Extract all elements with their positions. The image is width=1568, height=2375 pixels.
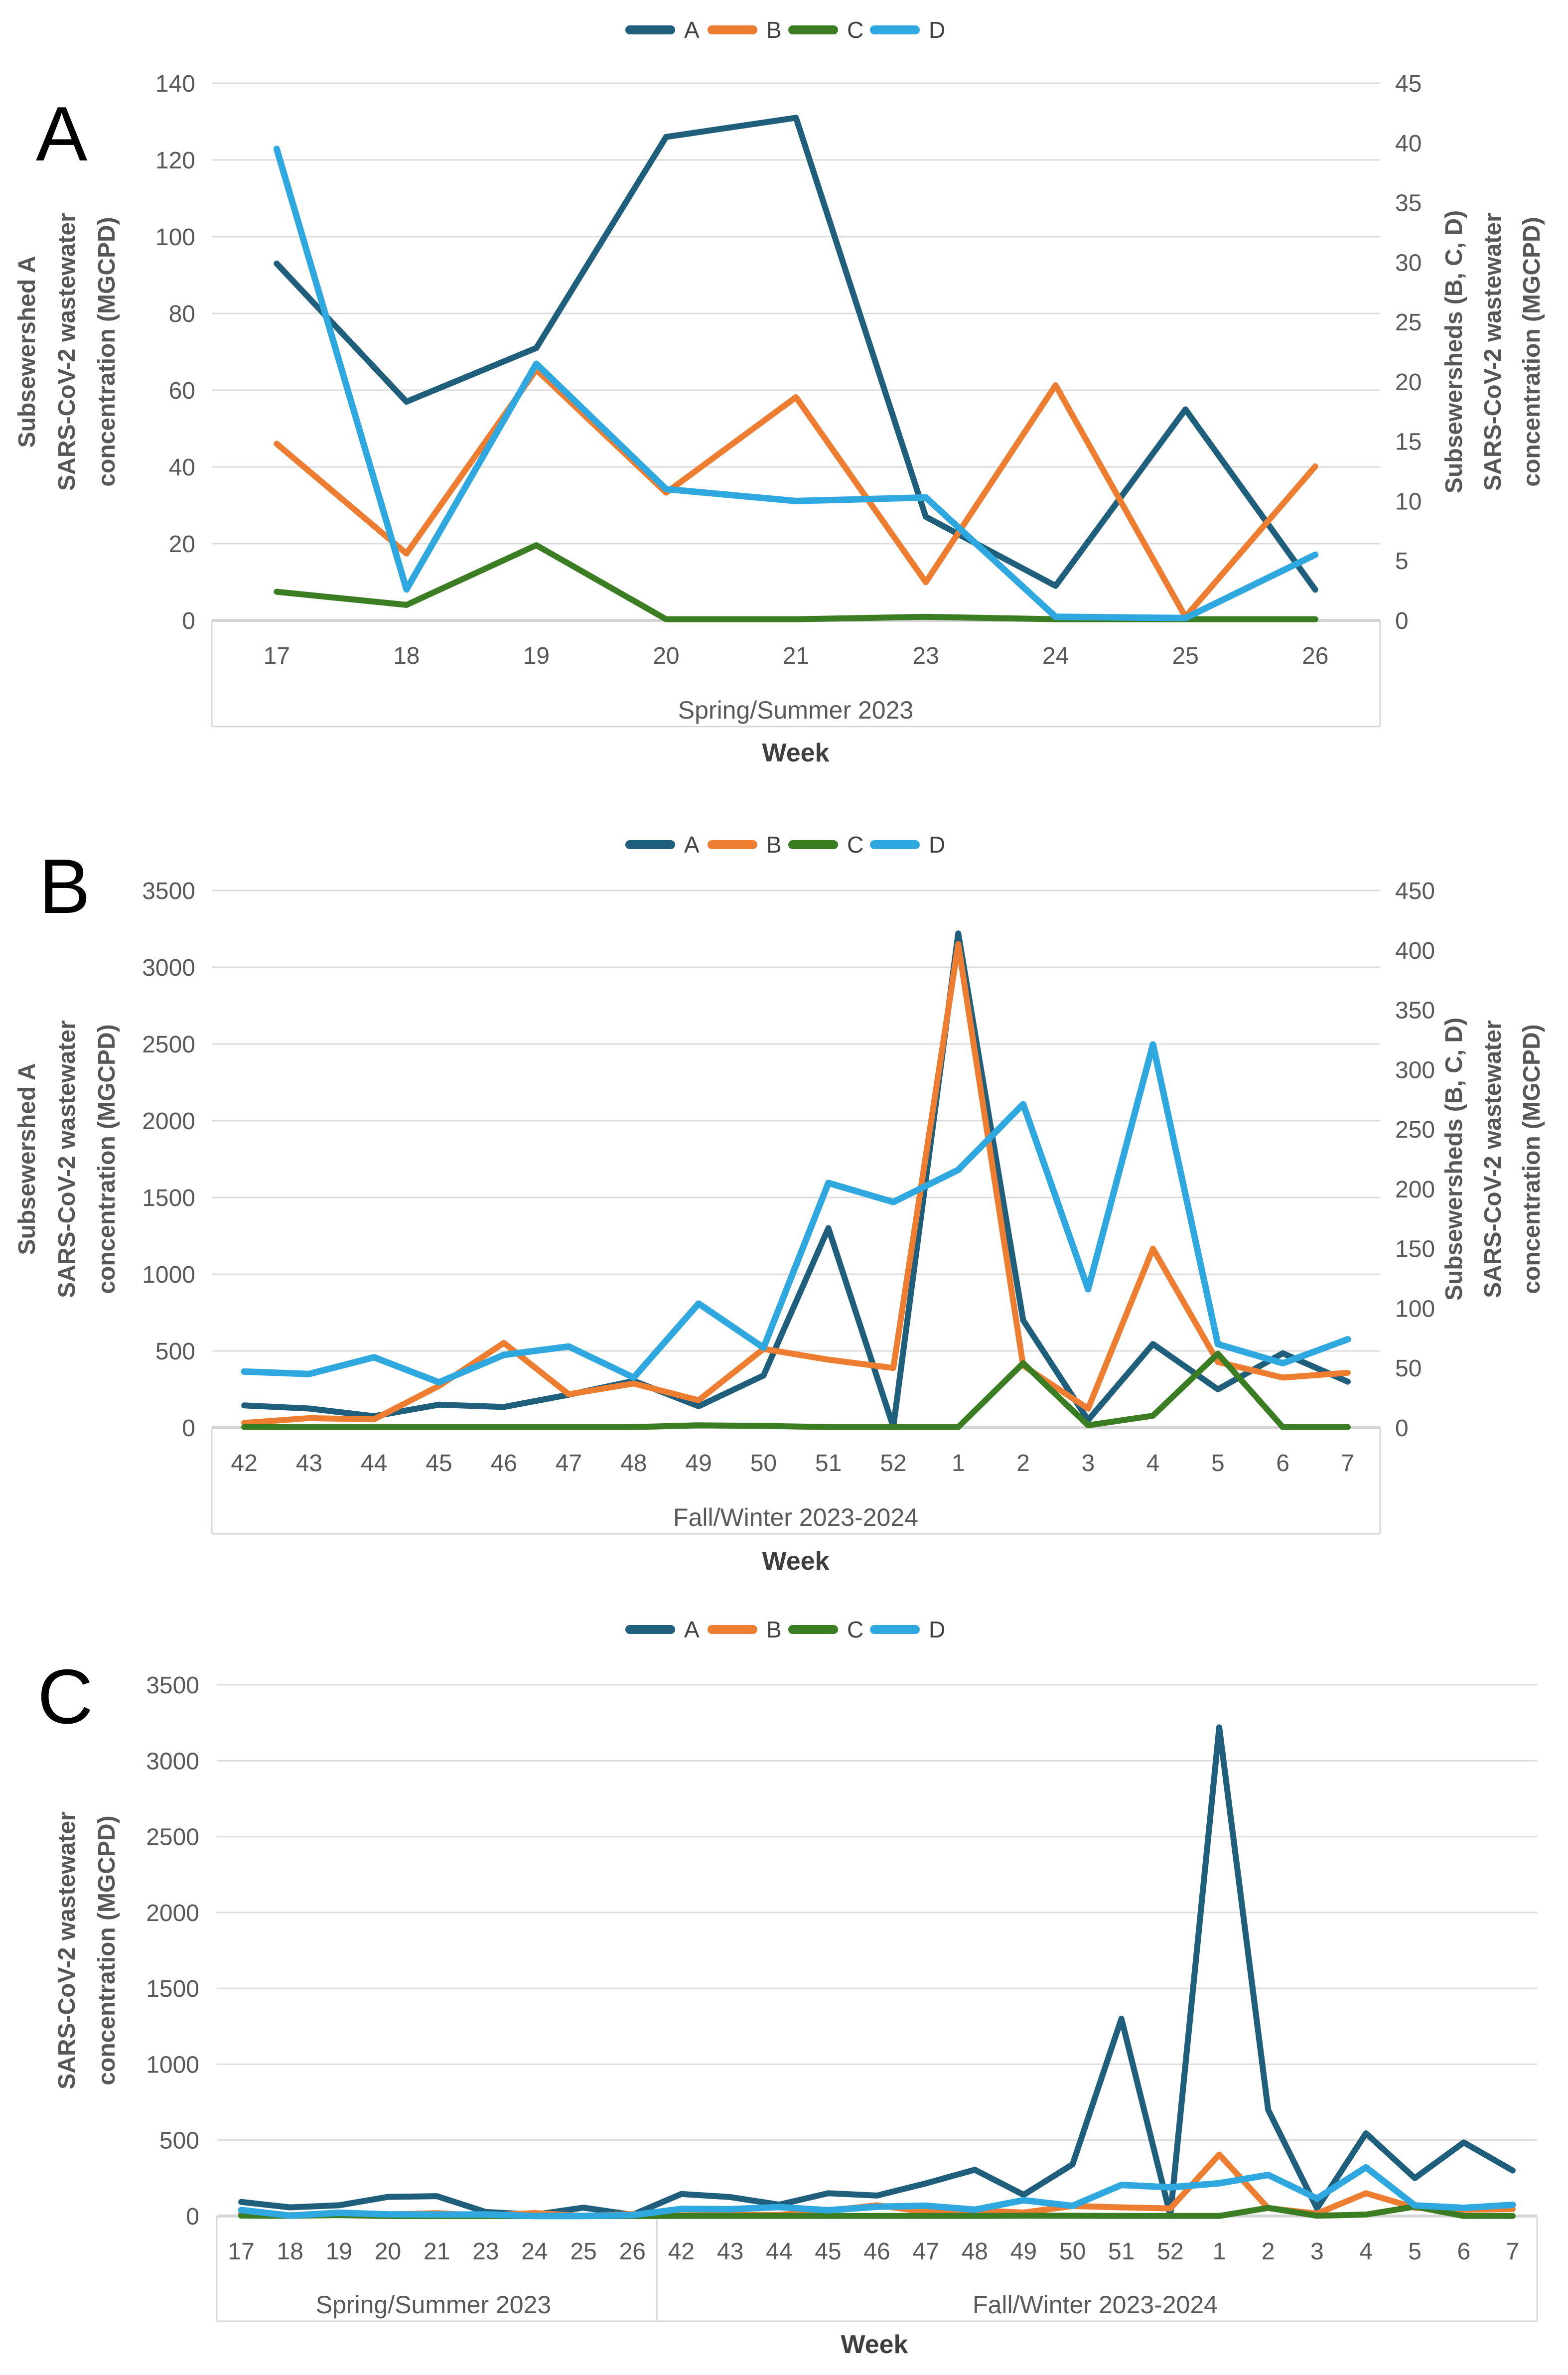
x-axis-tick-label: 2 — [1261, 2238, 1275, 2265]
left-axis-tick-label: 120 — [155, 148, 195, 174]
x-axis-tick-label: 6 — [1457, 2238, 1471, 2265]
legend-swatch-c — [788, 840, 838, 849]
left-axis-tick-label: 140 — [155, 71, 195, 97]
x-axis-tick-label: 42 — [668, 2238, 695, 2265]
panel-c-legend — [625, 1617, 945, 1642]
x-axis-tick-label: 21 — [782, 643, 810, 669]
axis-title-line: SARS-CoV-2 wastewater — [54, 213, 80, 491]
series-line-D — [277, 149, 1315, 618]
panel-b-plot — [142, 878, 1435, 1534]
x-axis-tick-label: 51 — [815, 1450, 842, 1477]
x-axis-tick-label: 48 — [620, 1450, 647, 1477]
legend-label-a: A — [684, 17, 700, 43]
series-line-B — [277, 370, 1315, 617]
right-axis-tick-label: 200 — [1395, 1176, 1435, 1203]
legend-label-d: D — [929, 1617, 946, 1642]
series-line-C — [277, 545, 1315, 619]
x-axis-tick-label: 52 — [1157, 2238, 1184, 2265]
right-axis-tick-label: 450 — [1395, 878, 1435, 904]
legend-swatch-c — [788, 1625, 838, 1634]
left-axis-tick-label: 3000 — [142, 955, 195, 981]
x-axis-tick-label: 4 — [1146, 1450, 1160, 1477]
legend-swatch-d — [870, 1625, 920, 1634]
right-axis-tick-label: 0 — [1395, 608, 1409, 634]
axis-title-line: concentration (MGCPD) — [1519, 217, 1545, 487]
x-axis-tick-label: 17 — [228, 2238, 255, 2265]
x-axis-tick-label: 21 — [424, 2238, 450, 2265]
axis-title-line: concentration (MGCPD) — [94, 1024, 120, 1294]
panel-c-group-label-spring: Spring/Summer 2023 — [315, 2291, 552, 2319]
x-axis-tick-label: 50 — [1059, 2238, 1086, 2265]
x-axis-tick-label: 51 — [1108, 2238, 1135, 2265]
legend-label-c: C — [847, 832, 864, 858]
panel-b-left-axis-title — [14, 1020, 120, 1298]
x-axis-tick-label: 46 — [863, 2238, 890, 2265]
legend-swatch-b — [708, 25, 757, 34]
axis-title-line: concentration (MGCPD) — [1519, 1024, 1545, 1294]
legend-label-c: C — [847, 1617, 864, 1642]
x-axis-tick-label: 5 — [1408, 2238, 1422, 2265]
x-axis-tick-label: 17 — [263, 643, 290, 669]
x-axis-tick-label: 52 — [880, 1450, 907, 1477]
panel-b-legend — [625, 832, 945, 858]
x-axis-tick-label: 26 — [1302, 643, 1329, 669]
x-axis-tick-label: 23 — [912, 643, 939, 669]
x-axis-tick-label: 5 — [1211, 1450, 1225, 1477]
panel-c-group-label-fall: Fall/Winter 2023-2024 — [973, 2291, 1218, 2319]
left-axis-tick-label: 3500 — [146, 1672, 199, 1699]
x-axis-tick-label: 3 — [1310, 2238, 1324, 2265]
panel-a-letter: A — [36, 91, 88, 177]
panel-c-left-axis-title — [54, 1811, 120, 2089]
left-axis-tick-label: 1000 — [146, 2052, 199, 2078]
right-axis-tick-label: 400 — [1395, 937, 1435, 964]
panel-a-x-axis-title: Week — [762, 739, 830, 767]
legend-label-d: D — [929, 17, 946, 43]
left-axis-tick-label: 0 — [182, 608, 195, 634]
panel-a-right-axis-title — [1441, 210, 1545, 493]
x-axis-tick-label: 25 — [1172, 643, 1199, 669]
axis-title-line: SARS-CoV-2 wastewater — [54, 1811, 80, 2089]
right-axis-tick-label: 250 — [1395, 1117, 1435, 1144]
x-axis-tick-label: 44 — [361, 1450, 388, 1477]
x-axis-tick-label: 1 — [951, 1450, 965, 1477]
legend-swatch-a — [625, 25, 675, 34]
x-axis-tick-label: 18 — [393, 643, 420, 669]
legend-label-a: A — [684, 1617, 700, 1642]
axis-title-line: SARS-CoV-2 wastewater — [1480, 213, 1506, 491]
right-axis-tick-label: 30 — [1395, 250, 1422, 277]
right-axis-tick-label: 35 — [1395, 190, 1422, 217]
x-axis-tick-label: 43 — [716, 2238, 744, 2265]
axis-title-line: Subsewersheds (B, C, D) — [1441, 1017, 1467, 1301]
left-axis-tick-label: 100 — [155, 224, 195, 251]
x-axis-tick-label: 47 — [912, 2238, 939, 2265]
x-axis-tick-label: 4 — [1359, 2238, 1373, 2265]
right-axis-tick-label: 100 — [1395, 1296, 1435, 1323]
right-axis-tick-label: 0 — [1395, 1415, 1409, 1442]
axis-title-line: SARS-CoV-2 wastewater — [54, 1020, 80, 1298]
panel-a-left-axis-title — [14, 213, 120, 491]
x-axis-tick-label: 48 — [961, 2238, 988, 2265]
axis-title-line: concentration (MGCPD) — [94, 217, 120, 487]
series-line-A — [241, 1727, 1513, 2215]
left-axis-tick-label: 1000 — [142, 1262, 195, 1288]
legend-label-c: C — [847, 17, 864, 43]
axis-title-line: SARS-CoV-2 wastewater — [1480, 1020, 1506, 1298]
x-axis-tick-label: 19 — [325, 2238, 353, 2265]
x-axis-tick-label: 3 — [1081, 1450, 1095, 1477]
panel-b-x-axis-title: Week — [762, 1547, 830, 1576]
axis-title-line: Subsewershed A — [14, 256, 40, 448]
left-axis-tick-label: 500 — [159, 2127, 199, 2154]
right-axis-tick-label: 40 — [1395, 130, 1422, 157]
left-axis-tick-label: 1500 — [142, 1185, 195, 1211]
panel-b-group-label: Fall/Winter 2023-2024 — [673, 1503, 918, 1531]
x-axis-tick-label: 49 — [1010, 2238, 1037, 2265]
legend-swatch-b — [708, 1625, 757, 1634]
right-axis-tick-label: 300 — [1395, 1057, 1435, 1084]
legend-swatch-d — [870, 25, 920, 34]
legend-swatch-c — [788, 25, 838, 34]
x-axis-tick-label: 50 — [750, 1450, 777, 1477]
right-axis-tick-label: 45 — [1395, 71, 1422, 97]
x-axis-tick-label: 20 — [653, 643, 680, 669]
x-axis-tick-label: 2 — [1016, 1450, 1030, 1477]
right-axis-tick-label: 15 — [1395, 429, 1422, 455]
panel-c-x-axis-title: Week — [841, 2330, 908, 2359]
axis-title-line: concentration (MGCPD) — [94, 1815, 120, 2085]
x-axis-tick-label: 24 — [1042, 643, 1069, 669]
right-axis-tick-label: 25 — [1395, 309, 1422, 336]
right-axis-tick-label: 20 — [1395, 369, 1422, 396]
legend-swatch-a — [625, 1625, 675, 1634]
legend-label-b: B — [766, 1617, 782, 1642]
x-axis-tick-label: 7 — [1506, 2238, 1520, 2265]
legend-label-d: D — [929, 832, 946, 858]
x-axis-tick-label: 44 — [766, 2238, 793, 2265]
x-axis-tick-label: 43 — [295, 1450, 323, 1477]
x-axis-tick-label: 18 — [277, 2238, 303, 2265]
series-line-D — [244, 1044, 1348, 1382]
left-axis-tick-label: 2500 — [142, 1032, 195, 1058]
left-axis-tick-label: 2000 — [142, 1108, 195, 1135]
x-axis-tick-label: 49 — [685, 1450, 712, 1477]
x-axis-tick-label: 45 — [815, 2238, 842, 2265]
x-axis-tick-label: 45 — [426, 1450, 452, 1477]
left-axis-tick-label: 3500 — [142, 878, 195, 904]
x-axis-tick-label: 42 — [231, 1450, 258, 1477]
left-axis-tick-label: 80 — [168, 301, 195, 327]
left-axis-tick-label: 1500 — [146, 1976, 199, 2003]
panel-c-letter: C — [37, 1653, 93, 1740]
legend-label-b: B — [766, 17, 782, 43]
panel-b-letter: B — [39, 843, 91, 929]
left-axis-tick-label: 60 — [168, 378, 195, 404]
legend-swatch-b — [708, 840, 757, 849]
left-axis-tick-label: 0 — [186, 2204, 199, 2230]
panel-b-right-axis-title — [1441, 1018, 1545, 1301]
x-axis-tick-label: 26 — [619, 2238, 646, 2265]
left-axis-tick-label: 2000 — [146, 1900, 199, 1927]
right-axis-tick-label: 350 — [1395, 997, 1435, 1024]
legend-label-b: B — [766, 832, 782, 858]
legend-swatch-a — [625, 840, 675, 849]
panel-a-plot — [155, 71, 1422, 727]
right-axis-tick-label: 150 — [1395, 1236, 1435, 1263]
right-axis-tick-label: 10 — [1395, 488, 1422, 515]
x-axis-tick-label: 47 — [555, 1450, 582, 1477]
legend-swatch-d — [870, 840, 920, 849]
right-axis-tick-label: 50 — [1395, 1355, 1422, 1382]
legend-label-a: A — [684, 832, 700, 858]
x-axis-tick-label: 7 — [1341, 1450, 1355, 1477]
axis-title-line: Subsewersheds (B, C, D) — [1441, 210, 1467, 494]
axis-title-line: Subsewershed A — [14, 1063, 40, 1255]
left-axis-tick-label: 2500 — [146, 1824, 199, 1851]
left-axis-tick-label: 0 — [182, 1415, 195, 1442]
left-axis-tick-label: 20 — [168, 531, 195, 558]
right-axis-tick-label: 5 — [1395, 548, 1409, 575]
x-axis-tick-label: 6 — [1276, 1450, 1289, 1477]
x-axis-tick-label: 46 — [490, 1450, 517, 1477]
x-axis-tick-label: 24 — [521, 2238, 548, 2265]
panel-a-group-label: Spring/Summer 2023 — [678, 696, 914, 724]
left-axis-tick-label: 3000 — [146, 1748, 199, 1775]
x-axis-tick-label: 19 — [523, 643, 550, 669]
x-axis-tick-label: 23 — [472, 2238, 499, 2265]
x-axis-tick-label: 20 — [374, 2238, 402, 2265]
left-axis-tick-label: 500 — [155, 1338, 195, 1365]
panel-a-legend — [625, 17, 945, 43]
panel-c-plot — [146, 1672, 1537, 2321]
x-axis-tick-label: 25 — [570, 2238, 597, 2265]
left-axis-tick-label: 40 — [168, 454, 195, 481]
x-axis-tick-label: 1 — [1212, 2238, 1226, 2265]
